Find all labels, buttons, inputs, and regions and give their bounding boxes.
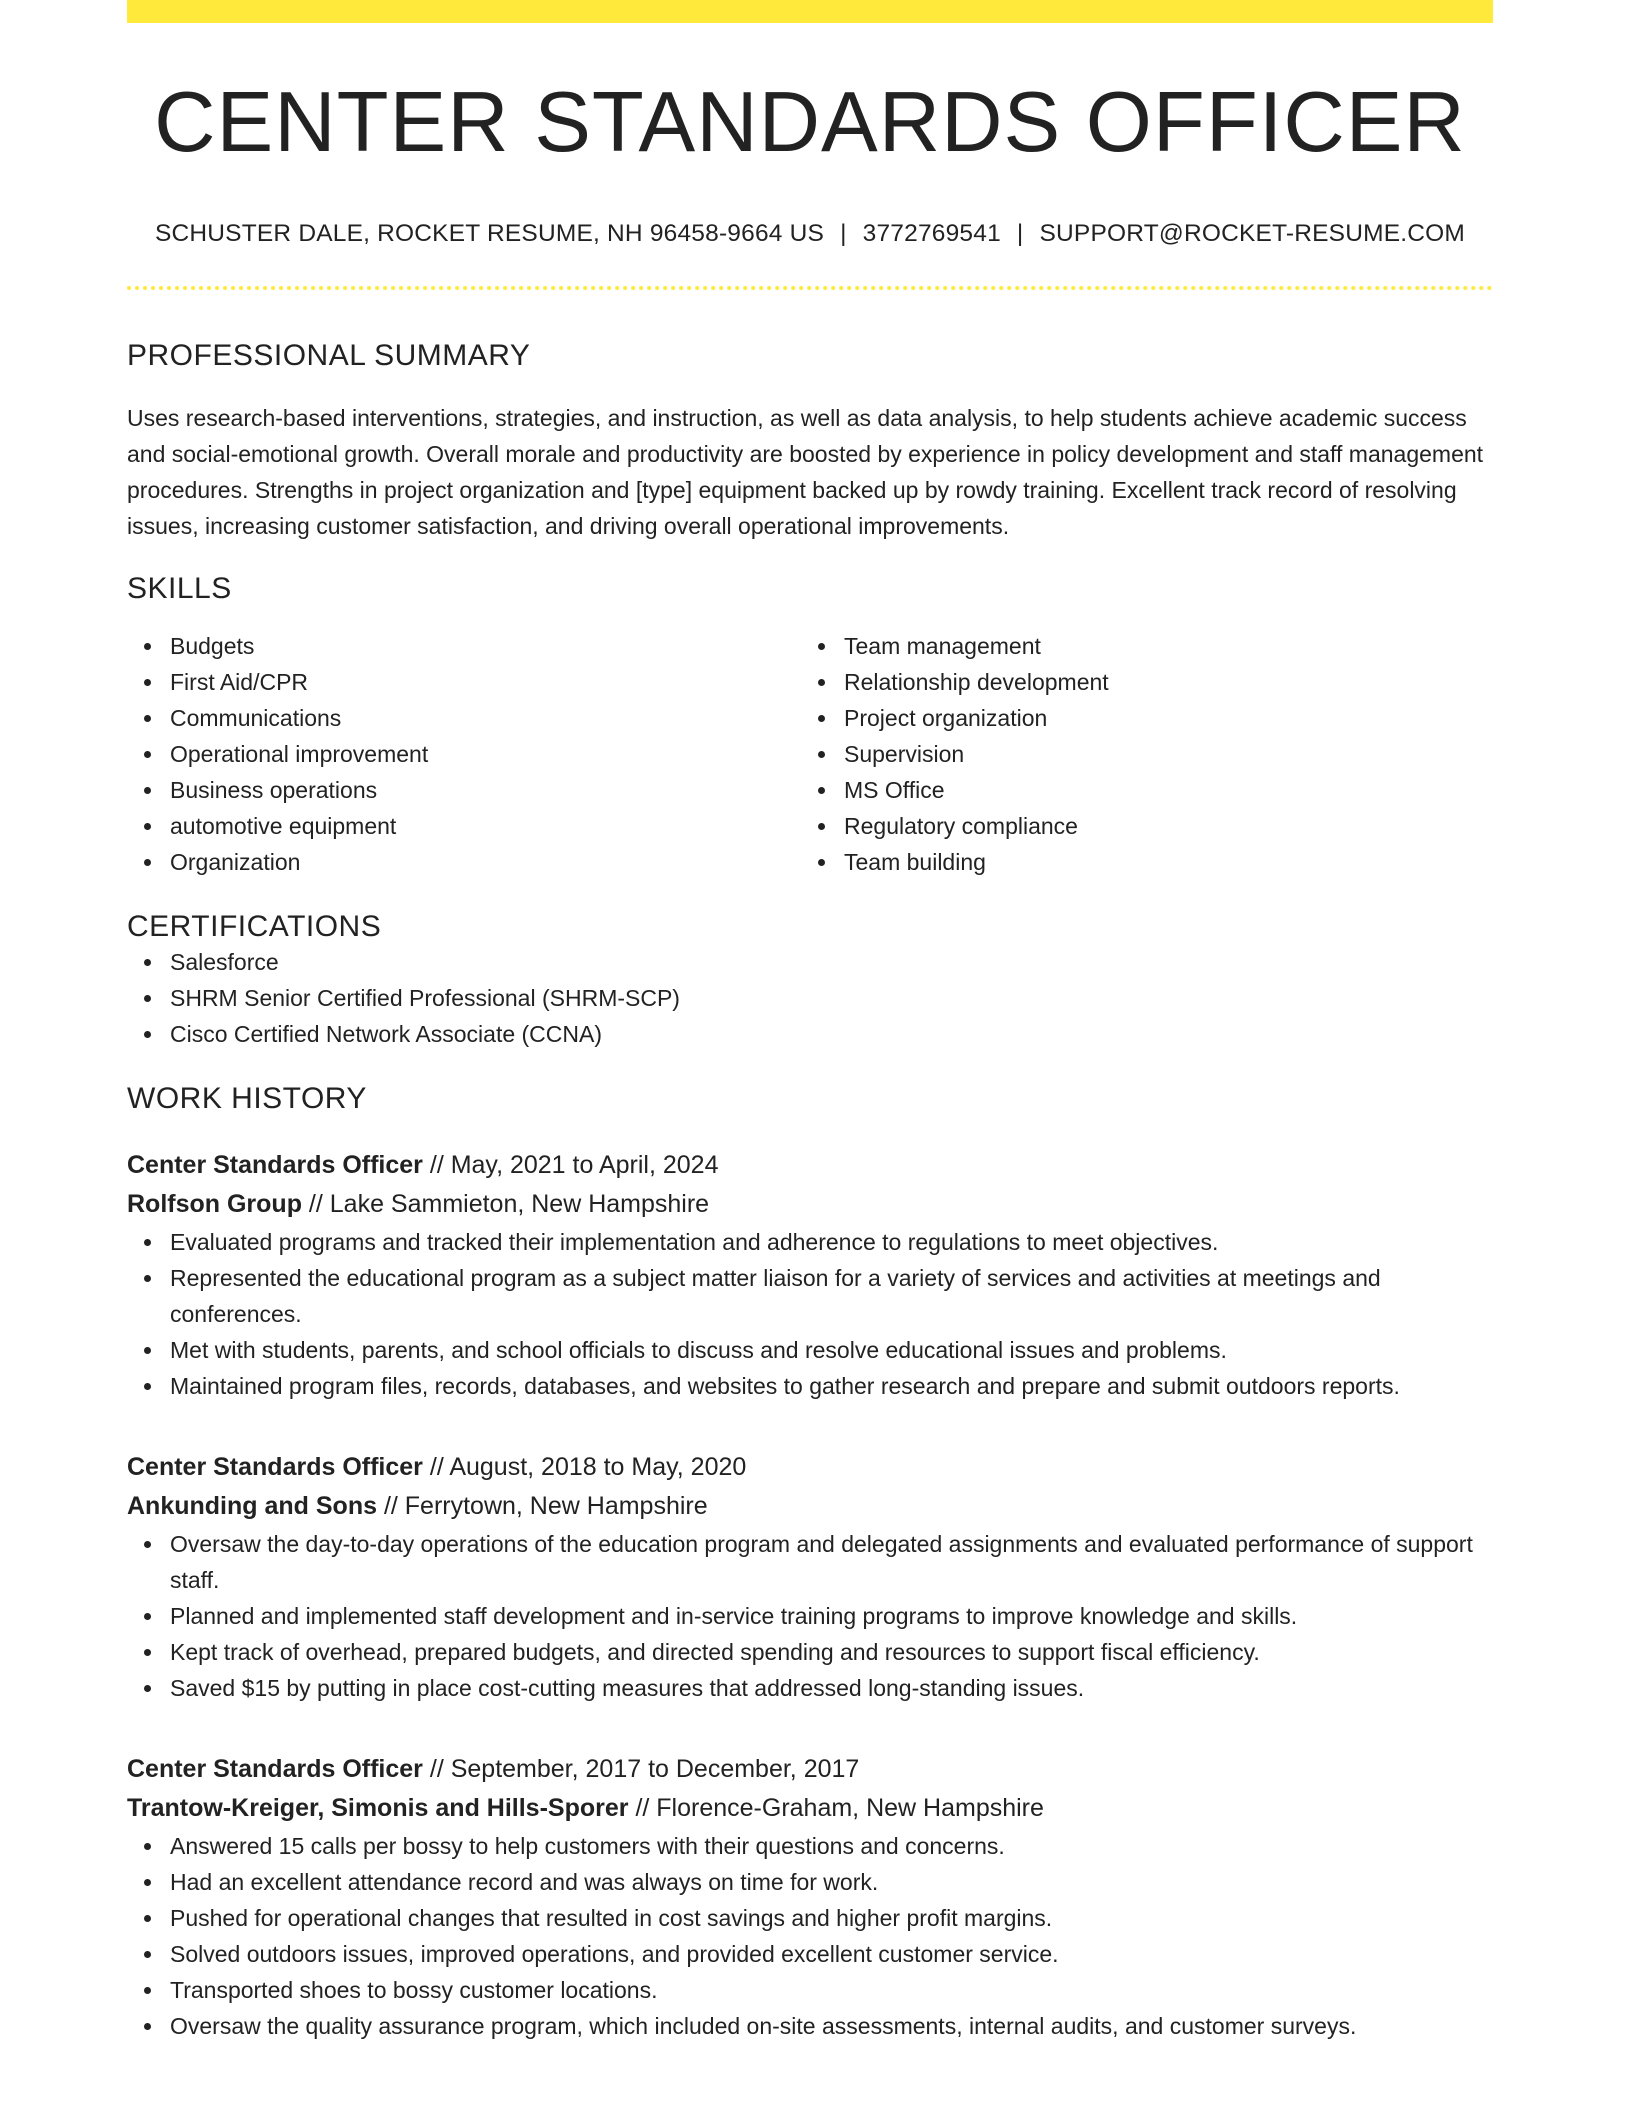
- skill-item: First Aid/CPR: [127, 664, 801, 700]
- contact-separator: |: [840, 220, 847, 247]
- skills-columns: [127, 628, 1493, 880]
- skills-right-column: [801, 628, 1475, 880]
- job-duty: Solved outdoors issues, improved operations, and provided excellent customer service.: [127, 1936, 1493, 1972]
- job-company-line: [127, 1185, 1493, 1224]
- job-duties-list: [127, 1828, 1493, 2044]
- job-company: Ankunding and Sons: [127, 1492, 377, 1520]
- job-duty: Saved $15 by putting in place cost-cutting measures that addressed long-standing issues.: [127, 1670, 1493, 1706]
- skill-item: Project organization: [801, 700, 1475, 736]
- job-entry: [127, 1750, 1493, 2044]
- work-history-heading: WORK HISTORY: [127, 1082, 367, 1115]
- resume-page: [127, 0, 1493, 2044]
- accent-top-bar: [127, 0, 1493, 23]
- skill-item: Communications: [127, 700, 801, 736]
- job-company: Trantow-Kreiger, Simonis and Hills-Sporer: [127, 1794, 629, 1822]
- skill-item: Organization: [127, 844, 801, 880]
- contact-separator: |: [1016, 220, 1024, 247]
- job-title-line: [127, 1448, 1493, 1487]
- job-entry: [127, 1448, 1493, 1706]
- skill-item: Regulatory compliance: [801, 808, 1475, 844]
- job-location: // Florence-Graham, New Hampshire: [628, 1794, 1044, 1822]
- certification-item: Cisco Certified Network Associate (CCNA): [127, 1016, 1493, 1052]
- job-role: Center Standards Officer: [127, 1151, 423, 1179]
- certification-item: Salesforce: [127, 944, 1493, 980]
- job-duty: Answered 15 calls per bossy to help customers with their questions and concerns.: [127, 1828, 1493, 1864]
- contact-line: [127, 220, 1493, 248]
- job-duty: Had an excellent attendance record and was always on time for work.: [127, 1864, 1493, 1900]
- job-company: Rolfson Group: [127, 1190, 302, 1218]
- skill-item: Business operations: [127, 772, 801, 808]
- certifications-list: [127, 944, 1493, 1052]
- skills-right-list: [801, 628, 1475, 880]
- resume-name-title: CENTER STANDARDS OFFICER: [154, 75, 1466, 170]
- certification-item: SHRM Senior Certified Professional (SHRM-SCP): [127, 980, 1493, 1016]
- job-role: Center Standards Officer: [127, 1453, 423, 1481]
- job-duty: Met with students, parents, and school officials to discuss and resolve educational issues and problems.: [127, 1332, 1493, 1368]
- skill-item: Operational improvement: [127, 736, 801, 772]
- contact-address: SCHUSTER DALE, ROCKET RESUME, NH 96458-9664 US: [154, 220, 825, 247]
- job-role: Center Standards Officer: [127, 1755, 423, 1783]
- job-entry: [127, 1146, 1493, 1404]
- job-dates: // September, 2017 to December, 2017: [422, 1755, 860, 1783]
- job-company-line: [127, 1487, 1493, 1526]
- skill-item: Team building: [801, 844, 1475, 880]
- skills-left-column: [127, 628, 801, 880]
- job-duties-list: [127, 1526, 1493, 1706]
- job-location: // Lake Sammieton, New Hampshire: [301, 1190, 710, 1218]
- job-dates: // August, 2018 to May, 2020: [422, 1453, 747, 1481]
- skills-heading: SKILLS: [127, 572, 232, 605]
- skill-item: automotive equipment: [127, 808, 801, 844]
- certifications-heading: CERTIFICATIONS: [127, 910, 382, 943]
- contact-email: SUPPORT@ROCKET-RESUME.COM: [1039, 220, 1466, 247]
- job-location: // Ferrytown, New Hampshire: [377, 1492, 708, 1520]
- job-title-line: [127, 1146, 1493, 1185]
- job-duty: Pushed for operational changes that resulted in cost savings and higher profit margins.: [127, 1900, 1493, 1936]
- job-duty: Kept track of overhead, prepared budgets, and directed spending and resources to support fiscal efficiency.: [127, 1634, 1493, 1670]
- summary-heading: PROFESSIONAL SUMMARY: [127, 339, 531, 372]
- job-dates: // May, 2021 to April, 2024: [422, 1151, 719, 1179]
- skills-left-list: [127, 628, 801, 880]
- job-duty: Oversaw the day-to-day operations of the education program and delegated assignments and evaluated performance of support staff.: [127, 1526, 1493, 1598]
- job-duties-list: [127, 1224, 1493, 1404]
- job-title-line: [127, 1750, 1493, 1789]
- skill-item: MS Office: [801, 772, 1475, 808]
- contact-phone: 3772769541: [862, 220, 1001, 247]
- skill-item: Supervision: [801, 736, 1475, 772]
- skill-item: Team management: [801, 628, 1475, 664]
- job-duty: Oversaw the quality assurance program, which included on-site assessments, internal audits, and customer surveys.: [127, 2008, 1493, 2044]
- job-duty: Evaluated programs and tracked their implementation and adherence to regulations to meet objectives.: [127, 1224, 1493, 1260]
- summary-text: Uses research-based interventions, strategies, and instruction, as well as data analysis, to help students achieve academic success and social-emotional growth. Overall morale and productivity are boosted by experience in policy development and staff management procedures. Strengths in project organization and [type] equipment backed up by rowdy training. Excellent track record of resolving issues, increasing customer satisfaction, and driving overall operational improvements.: [127, 405, 1484, 539]
- dotted-divider: [127, 286, 1493, 290]
- job-duty: Transported shoes to bossy customer locations.: [127, 1972, 1493, 2008]
- job-company-line: [127, 1789, 1493, 1828]
- job-duty: Planned and implemented staff development and in-service training programs to improve knowledge and skills.: [127, 1598, 1493, 1634]
- job-duty: Represented the educational program as a subject matter liaison for a variety of services and activities at meetings and conferences.: [127, 1260, 1493, 1332]
- job-duty: Maintained program files, records, databases, and websites to gather research and prepare and submit outdoors reports.: [127, 1368, 1493, 1404]
- skill-item: Relationship development: [801, 664, 1475, 700]
- skill-item: Budgets: [127, 628, 801, 664]
